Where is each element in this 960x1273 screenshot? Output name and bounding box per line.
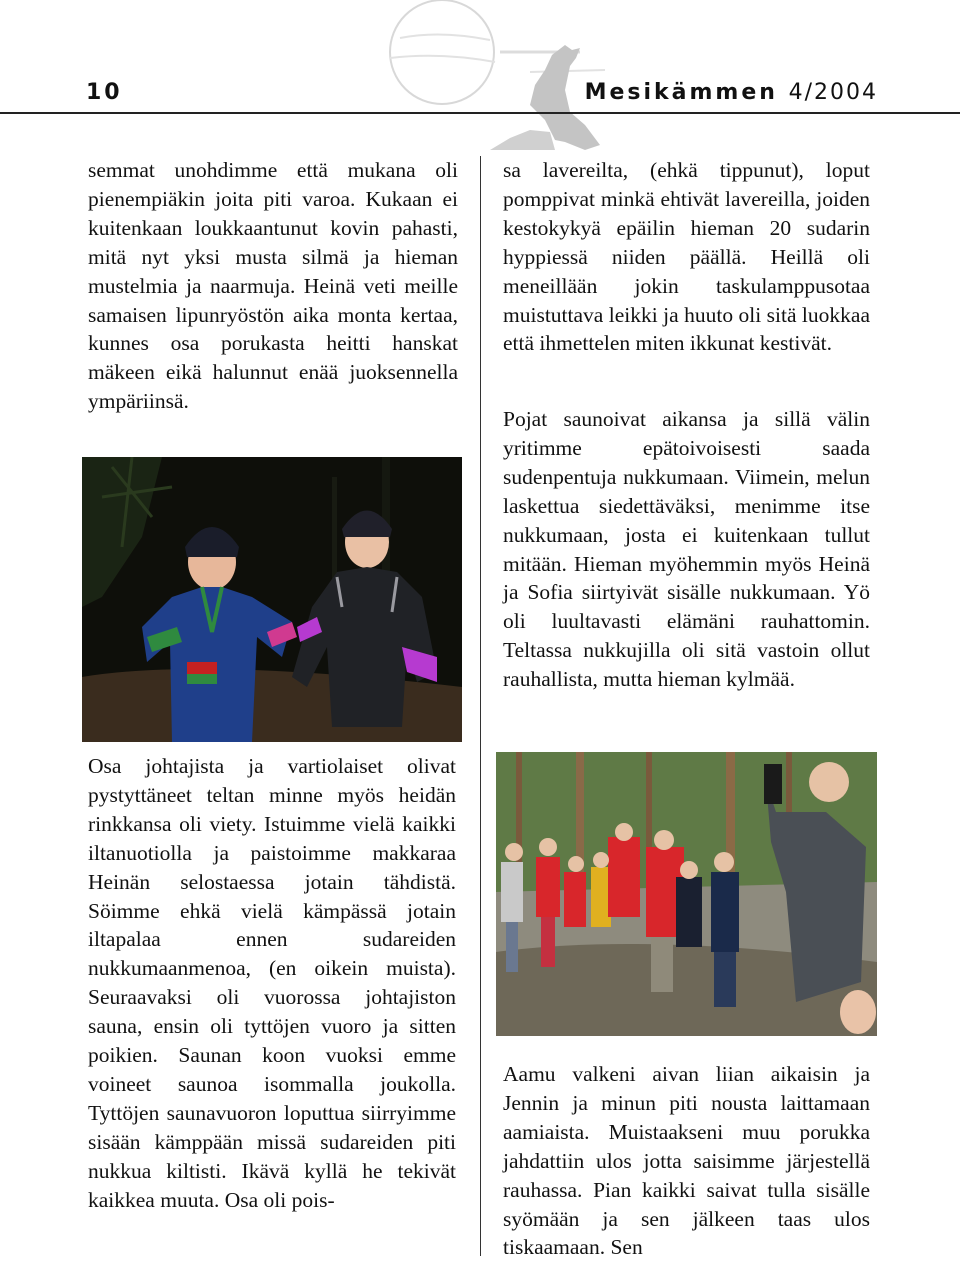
photo-group-looking-up-forest — [496, 752, 877, 1036]
photo-two-boys-night — [82, 457, 462, 742]
magazine-title — [585, 80, 878, 105]
magazine-name: Mesikämmen — [584, 80, 778, 105]
article-text-top-right: sa lavereilta, (ehkä tippunut), loput pomppivat minkä ehtivät lavereilla, joiden kestokykyä epäilin hieman 20 sudarin hyppiessä niiden päällä. Heillä oli meneillään jokin taskulamppusotaa muistuttava leikki ja huuto oli sitä luokkaa että ihmettelen miten ikkunat kestivät. — [503, 158, 870, 356]
article-text-middle-right: Pojat saunoivat aikansa ja sillä välin yritimme epätoivoisesti saada sudenpentuja nukkumaan. Viimein, melun laskettua siedettäväksi, menimme itse nukkumaan, josta ei kuitenkaan tullut mitään. Hieman myöhemmin myös Heinä ja Sofia siirtyivät sisälle nukkumaan. Yö oli luultavasti elämäni rauhattomin. Teltassa nukkujilla oli sitä vastoin ollut rauhallista, mutta hieman kylmää. — [503, 407, 870, 692]
howling-wolf-moon-icon — [380, 0, 610, 160]
article-text-bottom-left: Osa johtajista ja vartiolaiset olivat pystyttäneet teltan minne myös heidän rinkkansa oli viety. Istuimme vielä kaikki iltanuotiolla ja paistoimme makkaraa Heinän selostaessa jotain tähdistä. Söimme ehkä vielä kämpässä jotain iltapalaa ennen sudareiden nukkumaanmenoa, (en oikein muista). Seuraavaksi oli vuorossa johtajiston sauna, ensin oli tyttöjen vuoro ja sitten poikien. Saunan koon vuoksi emme voineet saunoa isommalla joukolla. Tyttöjen saunavuoron loputtua siirryimme sisään kämppään missä sudareiden piti nukkua kiltisti. Ikävä kyllä he tekivät kaikkea muuta. Osa oli pois- — [88, 754, 456, 1212]
issue-number: 4/2004 — [788, 80, 878, 105]
header-rule — [0, 112, 960, 114]
article-text-bottom-right: Aamu valkeni aivan liian aikaisin ja Jennin ja minun piti nousta laittamaan aamiaista. Muistaakseni muu porukka jahdattiin ulos jotta saisimme järjestellä rauhassa. Pian kaikki saivat tulla sisälle syömään ja sen jälkeen taas ulos tiskaamaan. Sen — [503, 1062, 870, 1260]
page-number: 10 — [86, 80, 123, 105]
article-text-top-left: semmat unohdimme että mukana oli pienempiäkin joita piti varoa. Kukaan ei kuitenkaan loukkaantunut kovin pahasti, mitä nyt yksi musta silmä ja hieman mustelmia ja naarmuja. Heinä veti meille samaisen lipunryöstön aika monta kertaa, kunnes osa porukasta heitti hanskat mäkeen eikä halunnut enää juoksennella ympäriinsä. — [88, 158, 458, 414]
column-divider — [480, 156, 481, 1256]
